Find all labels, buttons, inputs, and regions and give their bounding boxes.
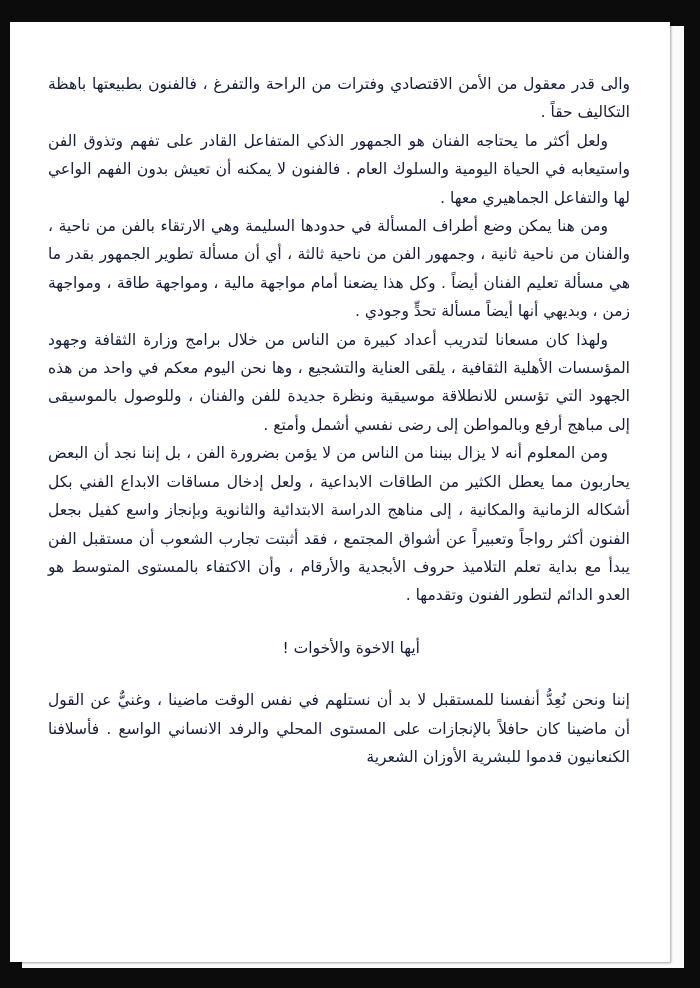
paragraph-2: ولعل أكثر ما يحتاجه الفنان هو الجمهور الذكي المتفاعل القادر على تفهم وتذوق الفن واستيعابه في الحياة اليومية والسلوك العام . فالفنون لا يمكنه أن تعيش بدون الفهم الواعي لها والتفاعل الجماهيري معها . — [48, 131, 630, 207]
closing-paragraph: إننا ونحن نُعِدُّ أنفسنا للمستقبل لا بد أن نستلهم في نفس الوقت ماضينا ، وغنيٌّ عن القول أن ماضينا كان حافلاً بالإنجازات على المستوى المحلي والرفد الانساني الواسع . فأسلافنا الكنعانيون قدموا للبشرية الأوزان الشعرية — [48, 691, 630, 766]
paragraph-5: ومن المعلوم أنه لا يزال بيننا من الناس من لا يؤمن بضرورة الفن ، بل إننا نجد أن البعض يحاربون مما يعطل الكثير من الطاقات الابداعية ، ولعل إدخال مساقات الابداع الفني بكل أشكاله الزمانية والمكانية ، إلى مناهج الدراسة الابتدائية والثانوية وبإنجاز واسع كفيل بجعل الفنون أكثر رواجاً وتعبيراً عن أشواق المجتمع ، فقد أثبتت تجارب الشعوب أن مستقبل الفن يبدأ مع بداية تعلم التلاميذ حروف الأبجدية والأرقام ، وأن الاكتفاء بالمستوى المتوسط هو العدو الدائم لتطور الفنون وتقدمها . — [48, 444, 630, 605]
handwritten-page — [10, 22, 670, 962]
paragraph-1: والى قدر معقول من الأمن الاقتصادي وفترات من الراحة والتفرغ ، فالفنون بطبيعتها باهظة التكاليف حقاً . — [48, 75, 630, 122]
page-text — [48, 70, 630, 771]
paragraph-4: ولهذا كان مسعانا لتدريب أعداد كبيرة من الناس من خلال برامج وزارة الثقافة وجهود المؤسسات الأهلية الثقافية ، يلقى العناية والتشجيع ، وها نحن اليوم معكم في واحد من هذه الجهود التي تؤسس للانطلاقة موسيقية ونظرة جديدة للفن والفنان ، وللوصول بالموسيقى إلى مباهج أرفع وبالمواطن إلى رضى نفسي أشمل وأمتع . — [48, 330, 630, 434]
greeting-line: أيها الاخوة والأخوات ! — [282, 638, 420, 657]
paragraph-3: ومن هنا يمكن وضع أطراف المسألة في حدودها السليمة وهي الارتقاء بالفن من ناحية ، والفنان من ناحية ثانية ، وجمهور الفن من ناحية ثالثة ، أي أن مسألة تطوير الجمهور بقدر ما هي مسألة تعليم الفنان أيضاً . وكل هذا يضعنا أمام مواجهة مالية ، ومواجهة طاقة ، ومواجهة زمن ، وبديهي أنها أيضاً مسألة تحدٍّ وجودي . — [48, 217, 630, 321]
